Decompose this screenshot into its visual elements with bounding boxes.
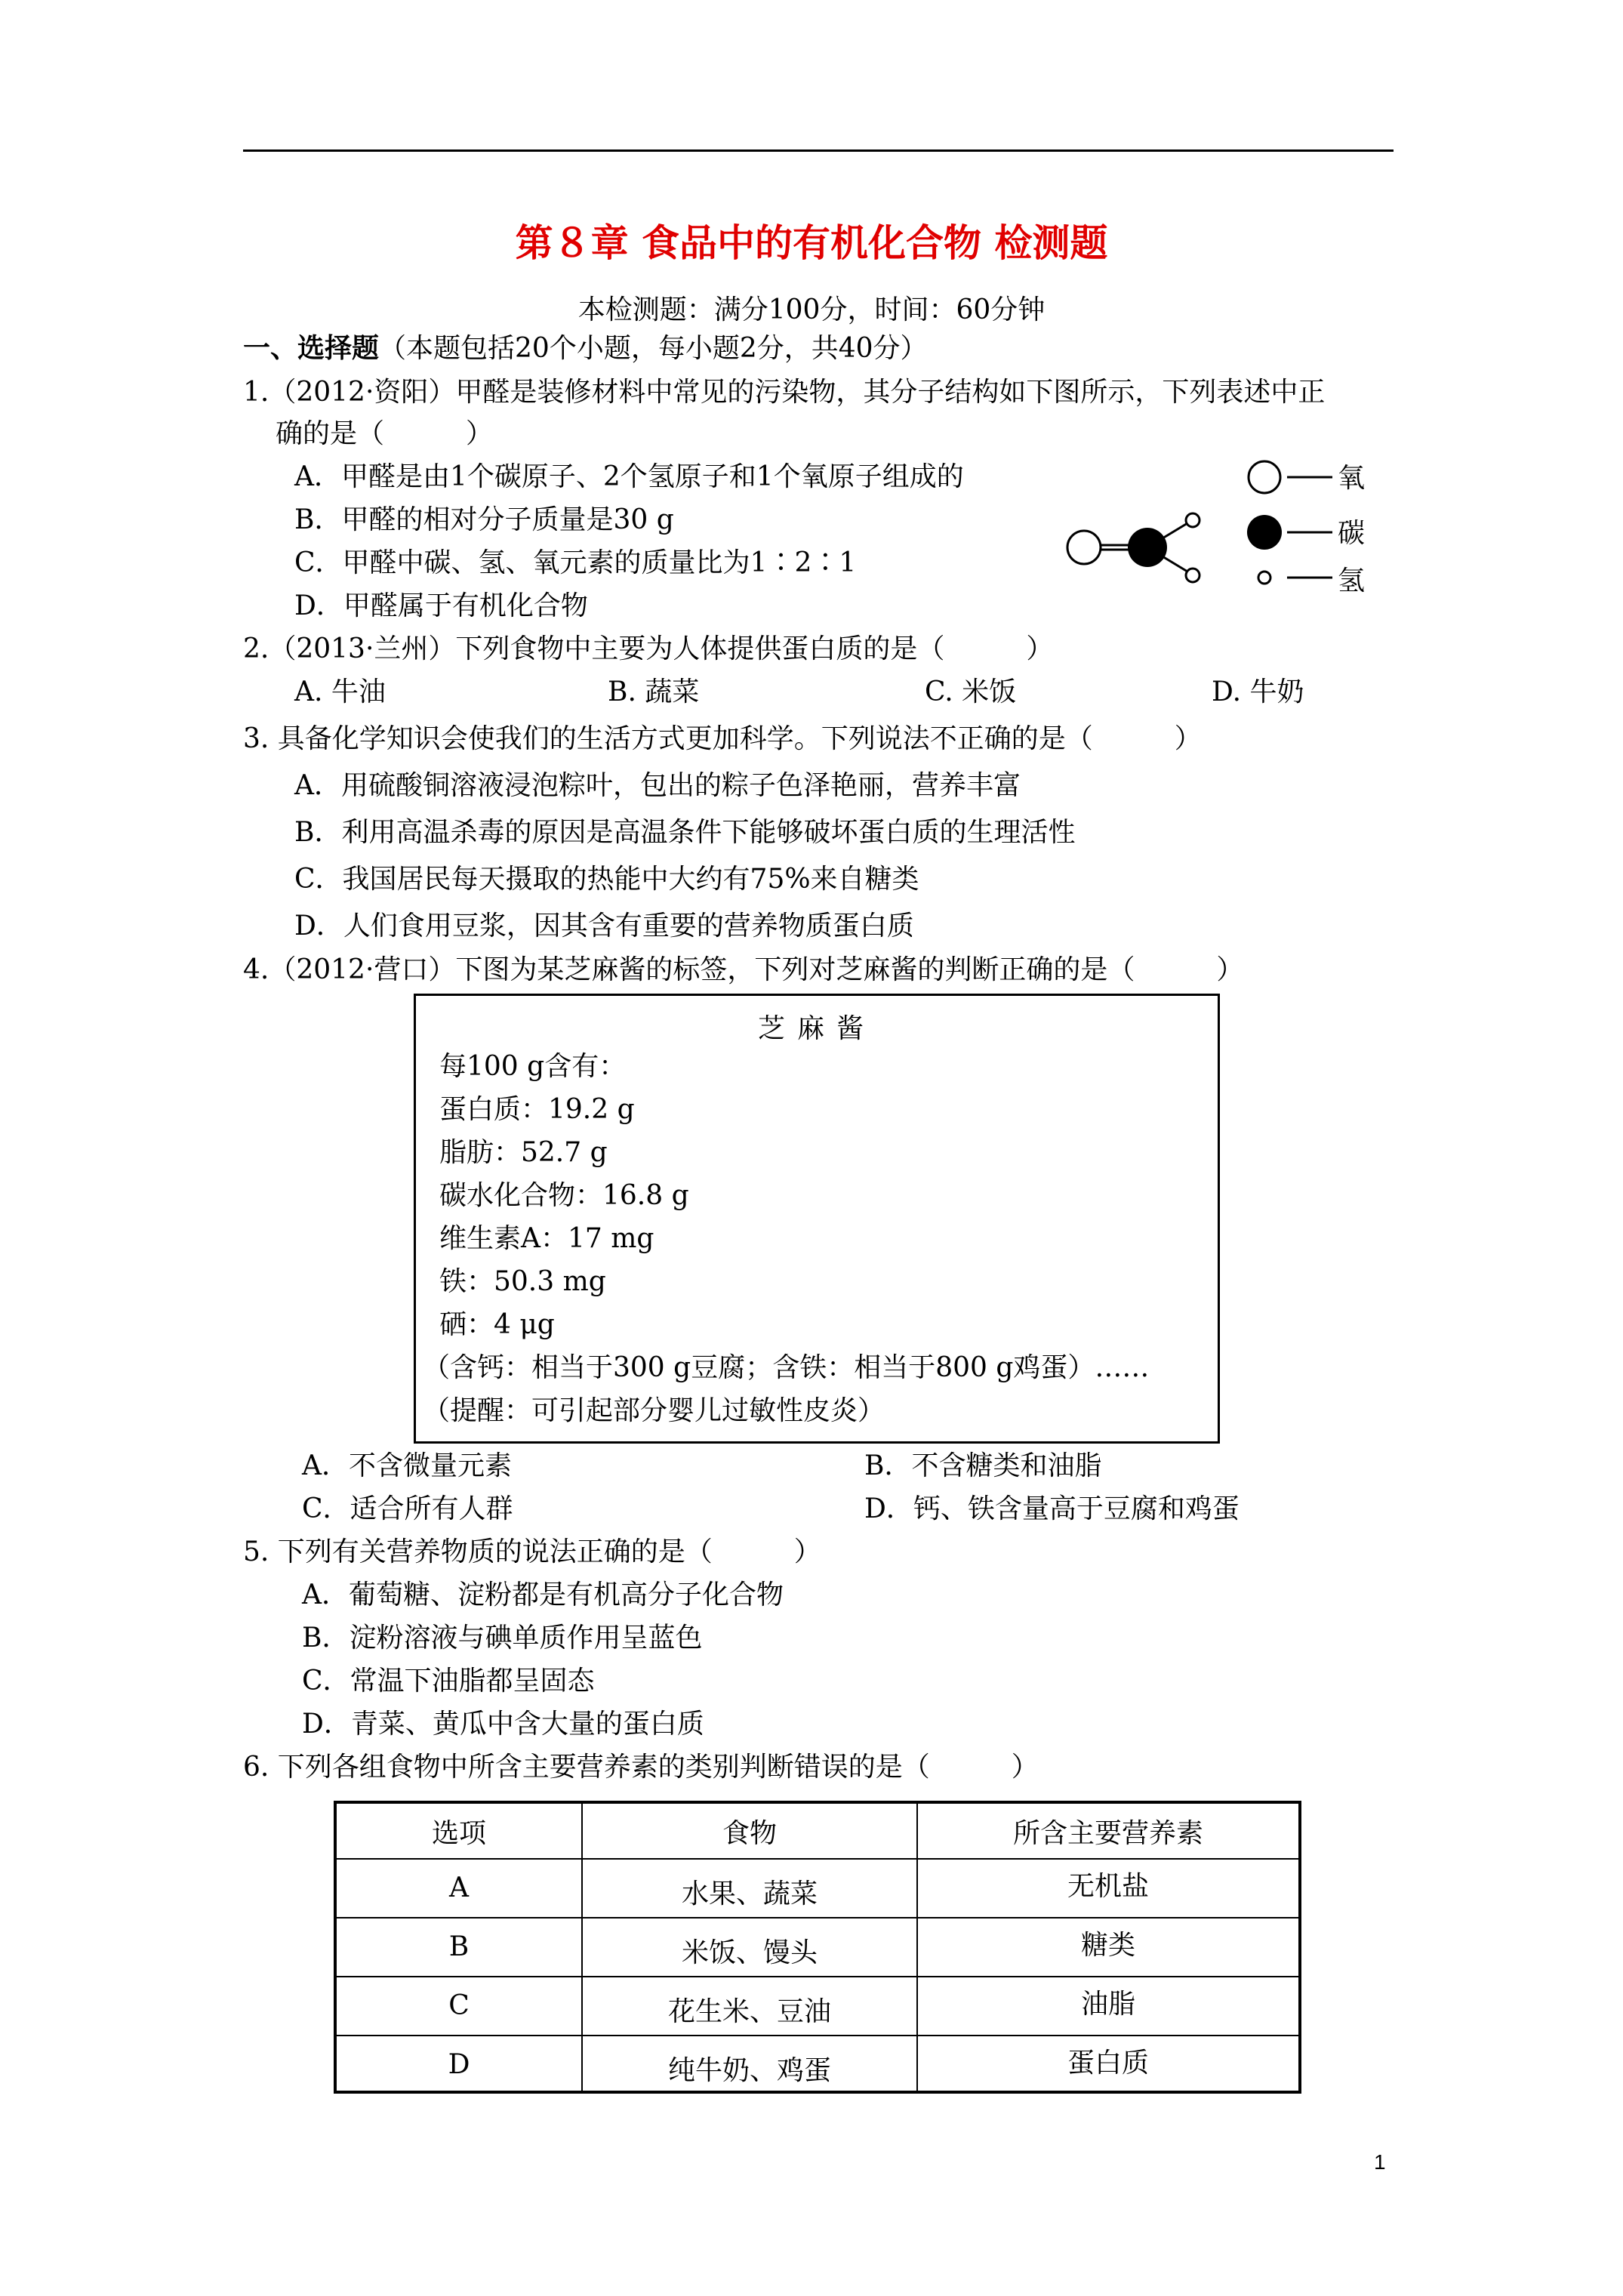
label-line-carbohydrate: 碳水化合物：16.8 g [439,1180,689,1211]
q1-option-a: A．甲醛是由1个碳原子、2个氢原子和1个氧原子组成的 [294,461,964,492]
table-divider [334,2035,1301,2036]
page-number: 1 [1374,2150,1386,2174]
q4-option-b: B．不含糖类和油脂 [864,1450,1102,1481]
q5-option-b: B．淀粉溶液与碘单质作用呈蓝色 [302,1623,703,1653]
q1-option-b: B．甲醛的相对分子质量是30 g [294,504,674,535]
q6-stem: 6. 下列各组食物中所含主要营养素的类别判断错误的是（ ） [243,1752,1039,1783]
sesame-paste-label-title: 芝麻酱 [757,1013,876,1044]
label-line-iron: 铁：50.3 mg [439,1266,606,1297]
table-cell: 油脂 [1080,1989,1135,2020]
q2-option-d: D. 牛奶 [1212,676,1304,707]
table-cell: A [449,1872,469,1903]
table-header-nutrient: 所含主要营养素 [1012,1818,1203,1849]
q2-option-a: A. 牛油 [294,676,386,707]
table-divider [334,1917,1301,1918]
q2-stem: 2.（2013·兰州）下列食物中主要为人体提供蛋白质的是（ ） [243,633,1054,664]
table-header-option: 选项 [431,1818,486,1849]
table-cell: 糖类 [1080,1930,1135,1961]
q1-stem-line2: 确的是（ ） [276,418,494,449]
q2-option-c: C. 米饭 [925,676,1017,707]
table-cell: 纯牛奶、鸡蛋 [667,2055,831,2086]
q3-option-a: A．用硫酸铜溶液浸泡粽叶，包出的粽子色泽艳丽，营养丰富 [294,770,1021,801]
page-subtitle: 本检测题：满分100分，时间：60分钟 [577,294,1046,325]
label-line-selenium: 硒：4 μg [439,1309,555,1340]
legend-hydrogen-label: 氢 [1338,566,1366,596]
q4-option-d: D．钙、铁含量高于豆腐和鸡蛋 [864,1493,1240,1524]
q3-stem: 3. 具备化学知识会使我们的生活方式更加科学。下列说法不正确的是（ ） [243,723,1202,754]
table-cell: 米饭、馒头 [681,1937,818,1968]
q3-option-d: D．人们食用豆浆，因其含有重要的营养物质蛋白质 [294,911,914,942]
table-cell: D [448,2049,470,2080]
label-line-fat: 脂肪：52.7 g [439,1137,608,1168]
q3-option-b: B．利用高温杀毒的原因是高温条件下能够破坏蛋白质的生理活性 [294,817,1076,848]
label-line-warning: （提醒：可引起部分婴儿过敏性皮炎） [423,1395,885,1426]
q5-option-d: D．青菜、黄瓜中含大量的蛋白质 [302,1709,704,1740]
q5-stem: 5. 下列有关营养物质的说法正确的是（ ） [243,1536,821,1567]
q4-option-a: A．不含微量元素 [302,1450,512,1481]
label-line-vitamin-a: 维生素A：17 mg [439,1223,654,1254]
section-heading-title: 一、选择题 [243,333,380,364]
table-divider [334,1858,1301,1860]
table-cell: C [448,1990,470,2021]
page-title: 第８章 食品中的有机化合物 检测题 [515,221,1108,265]
q3-option-c: C．我国居民每天摄取的热能中大约有75%来自糖类 [294,864,919,895]
table-header-food: 食物 [722,1818,777,1849]
label-line-per-100g: 每100 g含有： [439,1051,627,1082]
section-heading [243,332,928,365]
q1-option-d: D．甲醛属于有机化合物 [294,590,588,621]
header-rule [243,149,1394,152]
q1-stem-line1: 1.（2012·资阳）甲醛是装修材料中常见的污染物，其分子结构如下图所示，下列表述中正 [243,377,1326,408]
legend-oxygen-label: 氧 [1338,463,1366,494]
table-cell: 蛋白质 [1067,2048,1149,2079]
table-divider [334,1976,1301,1977]
table-cell: 无机盐 [1067,1871,1149,1902]
q5-option-c: C．常温下油脂都呈固态 [302,1666,595,1697]
label-line-calcium-iron-note: （含钙：相当于300 g豆腐；含铁：相当于800 g鸡蛋）…… [423,1352,1150,1383]
table-cell: 花生米、豆油 [667,1996,831,2027]
section-heading-note: （本题包括20个小题，每小题2分，共40分） [379,333,928,364]
q4-option-c: C．适合所有人群 [302,1493,513,1524]
table-cell: B [448,1931,470,1962]
legend-carbon-label: 碳 [1338,518,1366,549]
label-line-protein: 蛋白质：19.2 g [439,1094,635,1125]
q5-option-a: A．葡萄糖、淀粉都是有机高分子化合物 [302,1579,784,1610]
q2-option-b: B. 蔬菜 [608,676,700,707]
q4-stem: 4.（2012·营口）下图为某芝麻酱的标签，下列对芝麻酱的判断正确的是（ ） [243,954,1244,985]
q1-option-c: C．甲醛中碳、氢、氧元素的质量比为1∶2∶1 [294,547,857,578]
table-cell: 水果、蔬菜 [681,1878,818,1909]
